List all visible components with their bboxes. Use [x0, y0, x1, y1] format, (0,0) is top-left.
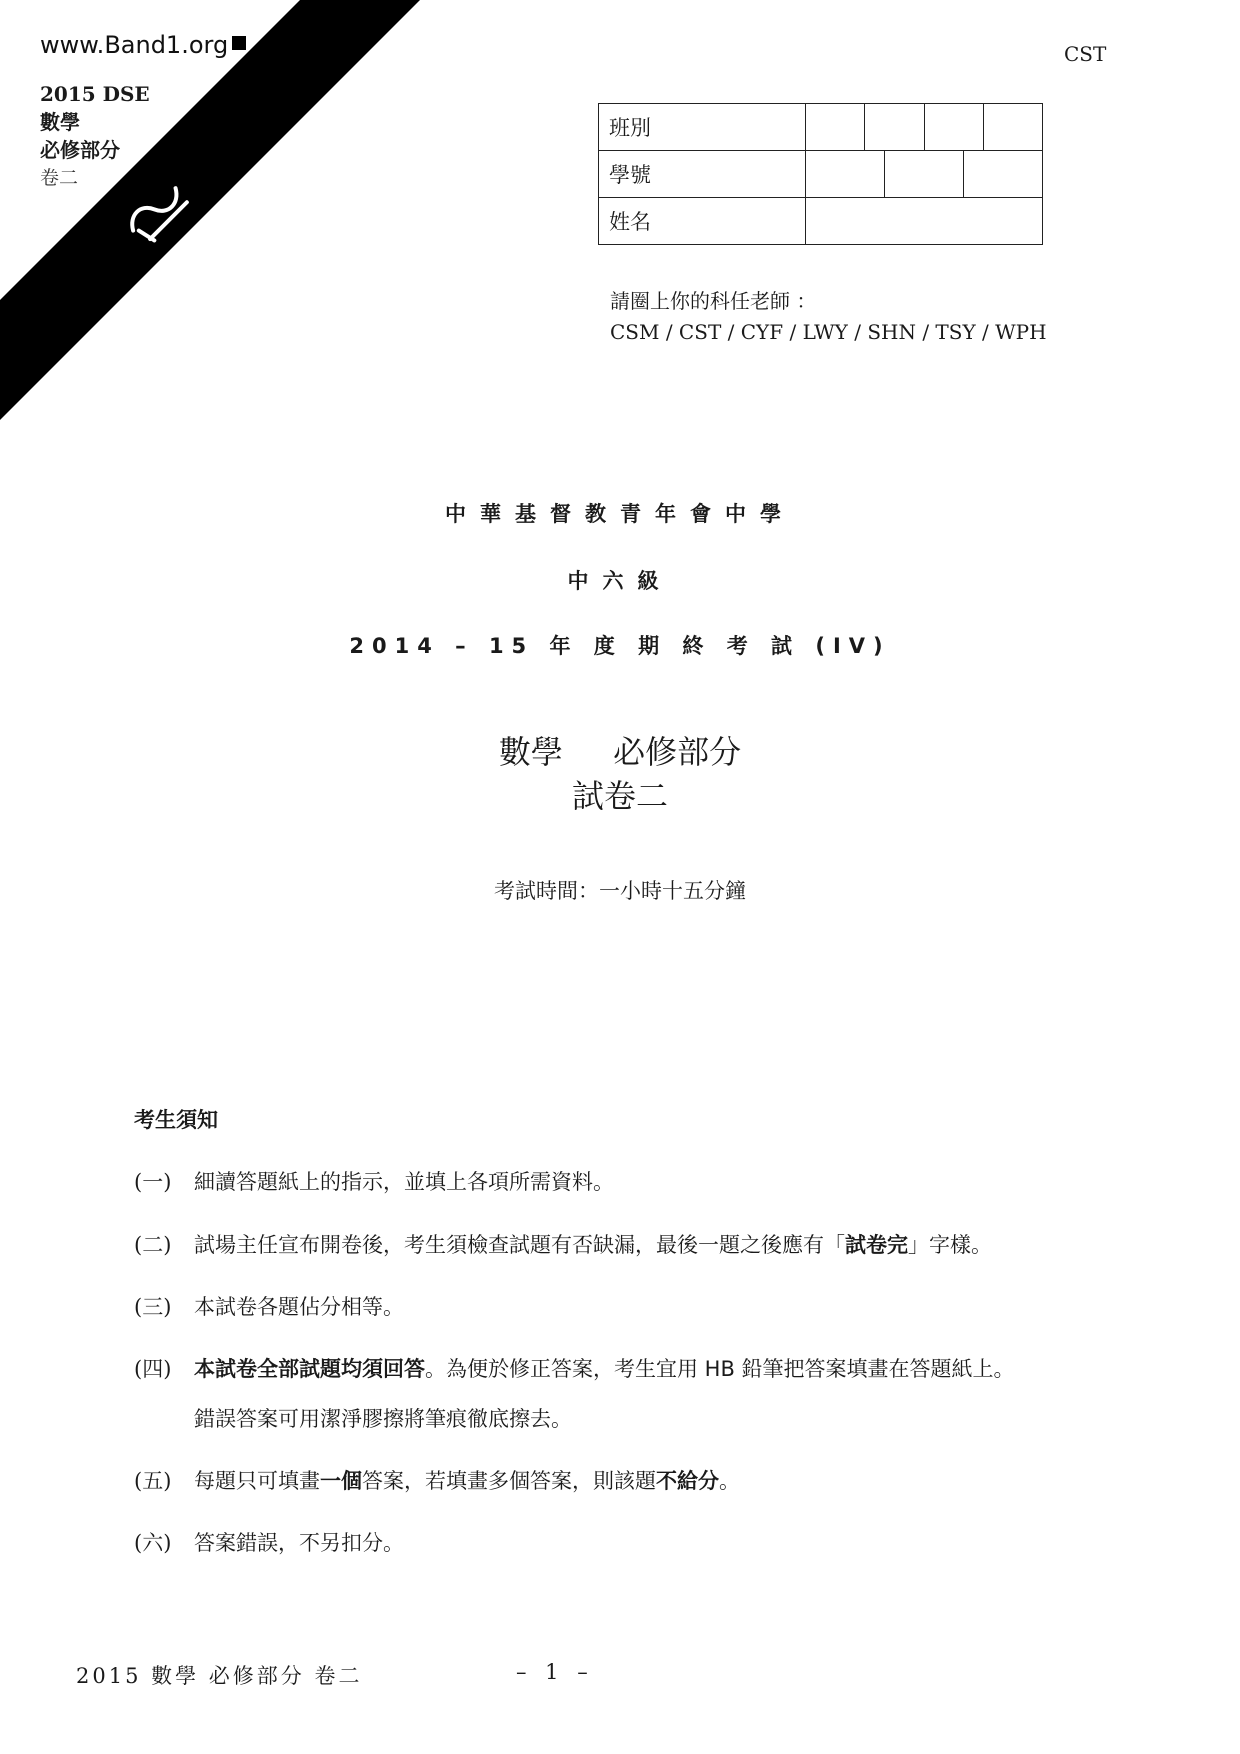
class-boxes[interactable]: [806, 104, 1043, 151]
number-label: 學號: [599, 151, 806, 198]
name-field[interactable]: [806, 198, 1043, 245]
instruction-text: 細讀答題紙上的指示，並填上各項所需資料。: [194, 1170, 614, 1194]
instruction-number: (五): [134, 1469, 172, 1493]
name-row: [599, 198, 1043, 245]
class-row: [599, 104, 1043, 151]
instruction-text: 答案，若填畫多個答案，則該題: [362, 1469, 656, 1493]
subject-title: 數學 必修部分: [498, 733, 742, 771]
instruction-text: 。為便於修正答案，考生宜用 HB 鉛筆把答案填畫在答題紙上。: [425, 1357, 1015, 1381]
instruction-emphasis: 不給分: [656, 1469, 719, 1493]
instruction-4-continuation: 錯誤答案可用潔淨膠擦將筆痕徹底擦去。: [194, 1407, 572, 1431]
corner-subject-2: 必修部分: [40, 138, 120, 162]
class-label: 班別: [599, 104, 806, 151]
corner-subject-1: 數學: [40, 110, 80, 134]
site-url[interactable]: www.Band1.org: [40, 31, 229, 59]
instruction-1: [134, 1166, 1134, 1196]
corner-year: 2015 DSE: [40, 82, 150, 106]
footer-title: 2015 數學 必修部分 卷二: [76, 1664, 363, 1688]
instruction-number: (三): [134, 1295, 172, 1319]
instruction-2: [134, 1229, 1134, 1259]
corner-info: [40, 80, 150, 192]
number-boxes[interactable]: [806, 151, 1043, 198]
instruction-number: (二): [134, 1233, 172, 1257]
school-name: 中華基督教青年會中學: [445, 502, 795, 526]
name-label: 姓名: [599, 198, 806, 245]
number-row: [599, 151, 1043, 198]
instruction-text: 答案錯誤，不另扣分。: [194, 1531, 404, 1555]
teacher-prompt: 請圈上你的科任老師 ：: [610, 289, 817, 313]
instruction-text: 」字樣。: [908, 1233, 992, 1257]
corner-paper: 卷二: [40, 167, 79, 189]
instruction-3: [134, 1291, 1134, 1321]
instruction-text: 試場主任宣布開卷後，考生須檢查試題有否缺漏，最後一題之後應有「: [194, 1233, 845, 1257]
instruction-emphasis: 一個: [320, 1469, 362, 1493]
instruction-emphasis: 試卷完: [845, 1233, 908, 1257]
instruction-number: (一): [134, 1170, 172, 1194]
page-number: – 1 –: [516, 1660, 594, 1684]
instruction-4: [134, 1353, 1134, 1383]
instruction-text: 本試卷各題佔分相等。: [194, 1295, 404, 1319]
instructions-heading: 考生須知: [134, 1108, 218, 1132]
instruction-emphasis: 本試卷全部試題均須回答: [194, 1357, 425, 1381]
instruction-6: [134, 1527, 1134, 1557]
student-info-table: [598, 103, 1043, 245]
form-level: 中六級: [567, 569, 673, 593]
corner-banner: [0, 0, 430, 430]
instruction-5: [134, 1465, 1134, 1495]
instruction-text: 。: [719, 1469, 740, 1493]
exam-time: 考試時間：一小時十五分鐘: [494, 879, 746, 903]
instruction-number: (六): [134, 1531, 172, 1555]
instruction-number: (四): [134, 1357, 172, 1381]
paper-title: 試卷二: [571, 777, 668, 815]
teacher-list[interactable]: CSM / CST / CYF / LWY / SHN / TSY / WPH: [610, 320, 1047, 344]
instruction-text: 每題只可填畫: [194, 1469, 320, 1493]
exam-name: 2014 – 15 年 度 期 終 考 試 (IV): [349, 634, 891, 658]
teacher-code: CST: [1064, 42, 1107, 66]
